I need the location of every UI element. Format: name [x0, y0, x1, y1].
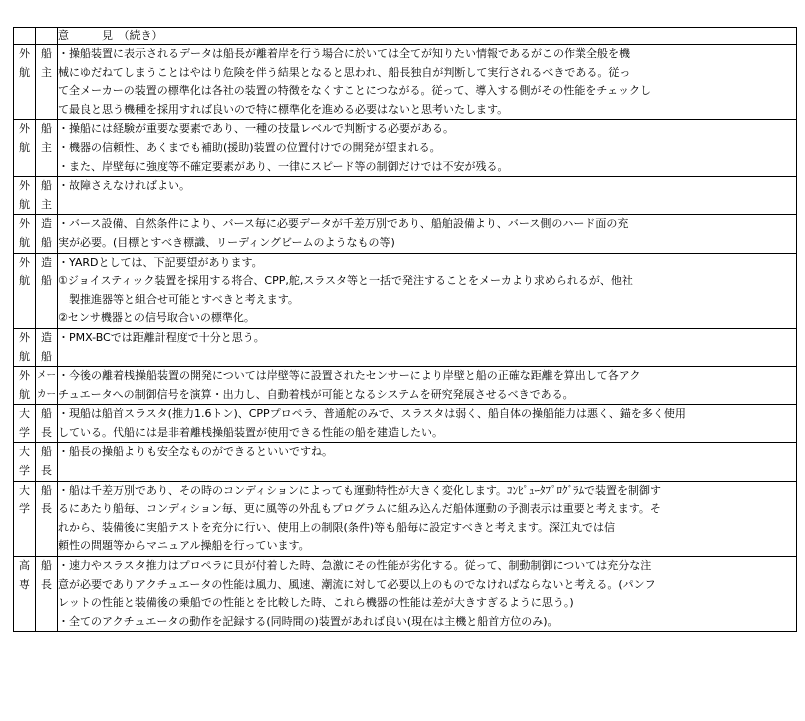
- opinion-line: ・全てのアクチュエータの動作を記録する(同時間の)装置があれば良い(現在は主機と船首方位のみ)。: [58, 614, 559, 628]
- opinion-line: ・機器の信頼性、あくまでも補助(援助)装置の位置付けでの開発が望まれる。: [58, 140, 441, 154]
- role-cell: [36, 328, 58, 366]
- opinion-text-cell: [58, 177, 797, 215]
- role-cell: [36, 557, 58, 632]
- table-row: [14, 120, 797, 177]
- role-label: メー カー: [36, 370, 56, 400]
- opinions-table: [13, 27, 797, 632]
- role-cell: [36, 481, 58, 556]
- category-label: 外 航: [19, 47, 30, 79]
- opinion-text-cell: [58, 443, 797, 481]
- role-cell: [36, 45, 58, 120]
- role-label: 船 長: [41, 559, 52, 591]
- opinion-line: ・YARDとしては、下記要望があります。: [58, 255, 263, 269]
- role-label: 造 船: [41, 330, 52, 363]
- opinion-text-cell: [58, 215, 797, 253]
- opinion-line: れから、装備後に実船テストを充分に行い、使用上の制限(条件)等も船毎に設定すべきと考えます。深江丸では信: [58, 520, 616, 534]
- category-label: 大 学: [19, 445, 30, 478]
- opinion-text-cell: [58, 328, 797, 366]
- role-label: 造 船: [41, 217, 52, 249]
- category-cell: [14, 481, 36, 556]
- opinion-line: ・操船には経験が重要な要素であり、一種の技量レベルで判断する必要がある。: [58, 122, 454, 136]
- category-cell: [14, 405, 36, 443]
- opinion-line: レットの性能と装備後の乗船での性能とを比較した時、これら機器の性能は差が大きすぎるように思う。): [58, 596, 574, 610]
- category-cell: [14, 120, 36, 177]
- category-cell: [14, 328, 36, 366]
- category-cell: [14, 443, 36, 481]
- category-label: 外 航: [19, 330, 30, 363]
- category-label: 大 学: [19, 483, 30, 516]
- category-cell: [14, 177, 36, 215]
- role-label: 船 長: [41, 483, 52, 516]
- table-row: [14, 557, 797, 632]
- opinion-text-cell: [58, 557, 797, 632]
- role-cell: [36, 177, 58, 215]
- role-label: 船 長: [41, 407, 52, 439]
- category-cell: [14, 45, 36, 120]
- opinion-line: している。代船には是非着離桟操船装置が使用できる性能の船を建造したい。: [58, 425, 443, 439]
- role-label: 船 長: [41, 445, 52, 478]
- role-cell: [36, 120, 58, 177]
- table-row: [14, 215, 797, 253]
- opinion-line: ②センサ機器との信号取合いの標準化。: [58, 311, 255, 325]
- opinion-line: ・PMX-BCでは距離計程度で十分と思う。: [58, 330, 265, 344]
- opinion-line: ・バース設備、自然条件により、バース毎に必要データが千差万別であり、船舶設備より、バース側のハード面の充: [58, 217, 629, 231]
- header-role-cell: [36, 28, 58, 45]
- opinion-line: 械にゆだねてしまうことはやはり危険を伴う結果となると思われ、船長独自が判断して実行されるべきである。従っ: [58, 65, 631, 79]
- header-cat-cell: [14, 28, 36, 45]
- role-cell: [36, 253, 58, 328]
- opinion-text-cell: [58, 45, 797, 120]
- table-row: [14, 45, 797, 120]
- opinion-line: ①ジョイスティック装置を採用する将合、CPP,舵,スラスタ等と一括で発注することをメーカより求められるが、他社: [58, 274, 633, 288]
- opinion-text-cell: [58, 405, 797, 443]
- opinion-line: ・操船装置に表示されるデータは船長が離着岸を行う場合に於いては全てが知りたい情報であるがこの作業全般を機: [58, 47, 630, 60]
- table-row: [14, 367, 797, 405]
- role-cell: [36, 215, 58, 253]
- table-row: [14, 481, 797, 556]
- opinion-line: ・現船は船首スラスタ(推力1.6トン)、CPPプロペラ、普通舵のみで、スラスタは弱く、船自体の操船能力は悪く、錨を多く使用: [58, 407, 686, 421]
- role-label: 船 主: [41, 179, 52, 211]
- opinion-line: て最良と思う機種を採用すれば良いので特に標準化を進める必要はないと思考いたします。: [58, 102, 509, 116]
- category-cell: [14, 253, 36, 328]
- table-body: [14, 45, 797, 632]
- opinion-line: 頼性の問題等からマニュアル操船を行っています。: [58, 539, 310, 553]
- opinion-text-cell: [58, 120, 797, 177]
- role-cell: [36, 443, 58, 481]
- opinion-line: ・故障さえなければよい。: [58, 179, 190, 193]
- category-label: 外 航: [19, 255, 30, 288]
- opinion-line: ・船は千差万別であり、その時のコンディションによっても運動特性が大きく変化します。ｺﾝﾋﾟｭｰﾀﾌﾟﾛｸﾞﾗﾑで装置を制御す: [58, 483, 662, 497]
- category-label: 外 航: [19, 369, 30, 401]
- opinion-line: 意が必要でありアクチュエータの性能は風力、風速、潮流に対して必要以上のものでなければならないと考える。(パンフ: [58, 577, 656, 591]
- opinion-line: ・速力やスラスタ推力はプロペラに貝が付着した時、急激にその性能が劣化する。従って、制動制御については充分な注: [58, 559, 652, 573]
- opinion-line: チュエータへの制御信号を演算・出力し、自動着桟が可能となるシステムを研究発展させるべきである。: [58, 387, 574, 401]
- category-label: 外 航: [19, 217, 30, 249]
- table-header-row: [14, 28, 797, 45]
- opinion-line: ・船長の操船よりも安全なものができるといいですね。: [58, 445, 333, 459]
- role-label: 船 主: [41, 122, 52, 154]
- role-cell: [36, 405, 58, 443]
- table-row: [14, 405, 797, 443]
- category-cell: [14, 367, 36, 405]
- table-row: [14, 443, 797, 481]
- table-row: [14, 253, 797, 328]
- role-label: 船 主: [41, 47, 52, 79]
- opinion-text-cell: [58, 253, 797, 328]
- opinion-line: 製推進器等と組合せ可能とすべきと考えます。: [58, 292, 299, 306]
- opinion-text-cell: [58, 481, 797, 556]
- opinion-line: て全メーカーの装置の標準化は各社の装置の特徴をなくすことにつながる。従って、導入する側がその性能をチェックし: [58, 84, 652, 98]
- category-cell: [14, 215, 36, 253]
- opinion-line: 実が必要。(目標とすべき標識、リーディングビームのようなもの等): [58, 235, 395, 249]
- opinion-line: ・今後の離着桟操船装置の開発については岸壁等に設置されたセンサーにより岸壁と船の正確な距離を算出して各アク: [58, 369, 641, 383]
- category-cell: [14, 557, 36, 632]
- role-cell: [36, 367, 58, 405]
- table-row: [14, 328, 797, 366]
- role-label: 造 船: [41, 255, 52, 288]
- table-row: [14, 177, 797, 215]
- opinion-text-cell: [58, 367, 797, 405]
- header-title: 意 見 （続き）: [58, 28, 797, 45]
- category-label: 外 航: [19, 122, 30, 154]
- category-label: 外 航: [19, 179, 30, 211]
- category-label: 大 学: [19, 407, 30, 439]
- opinion-line: ・また、岸壁毎に強度等不確定要素があり、一律にスピード等の制御だけでは不安が残る。: [58, 159, 509, 173]
- opinion-line: るにあたり船毎、コンディション毎、更に風等の外乱もプログラムに組み込んだ船体運動の予測表示は重要と考えます。そ: [58, 502, 661, 516]
- category-label: 高 専: [19, 559, 30, 591]
